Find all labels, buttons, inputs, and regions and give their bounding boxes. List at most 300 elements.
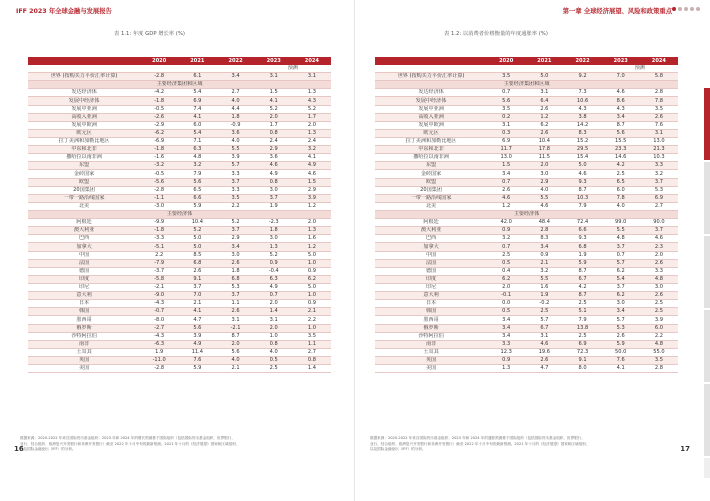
section-label: 主要经济集团和区域: [375, 81, 678, 89]
value-cell: 55.0: [640, 348, 678, 356]
value-cell: 1.9: [140, 348, 178, 356]
table-row: [28, 89, 331, 97]
table-row: [375, 97, 678, 105]
value-cell: 3.0: [216, 251, 254, 259]
inflation-table: [375, 57, 678, 373]
value-cell: 2.6: [525, 356, 563, 364]
gdp-growth-table: [28, 57, 331, 373]
row-label: 澳大利亚: [28, 227, 140, 235]
value-cell: 2.6: [487, 186, 525, 194]
value-cell: 4.3: [563, 105, 601, 113]
source-note: [370, 436, 675, 453]
value-cell: 2.9: [255, 146, 293, 154]
value-cell: 2.5: [563, 332, 601, 340]
value-cell: 3.9: [216, 154, 254, 162]
value-cell: 9.3: [563, 178, 601, 186]
value-cell: 5.5: [525, 275, 563, 283]
table-row: [28, 356, 331, 364]
value-cell: 1.1: [293, 340, 331, 348]
value-cell: 4.6: [293, 170, 331, 178]
row-label: 德国: [28, 267, 140, 275]
table-row: [28, 243, 331, 251]
value-cell: 1.2: [487, 202, 525, 210]
table-row: [28, 227, 331, 235]
value-cell: 4.2: [563, 283, 601, 291]
value-cell: 2.0: [525, 162, 563, 170]
value-cell: 2.9: [525, 178, 563, 186]
value-cell: 2.6: [216, 259, 254, 267]
section-row: [375, 81, 678, 89]
value-cell: 2.2: [140, 251, 178, 259]
table-row: [28, 186, 331, 194]
value-cell: 1.6: [293, 235, 331, 243]
value-cell: 1.3: [293, 129, 331, 137]
value-cell: 10.3: [640, 154, 678, 162]
value-cell: 8.5: [178, 251, 216, 259]
value-cell: 5.2: [178, 227, 216, 235]
value-cell: -0.9: [216, 121, 254, 129]
table-row: [28, 308, 331, 316]
value-cell: 17.8: [525, 146, 563, 154]
value-cell: 2.1: [216, 365, 254, 373]
header-blank: [28, 57, 140, 65]
forecast-blank: [375, 65, 602, 73]
row-label: 一带一路沿线国家: [375, 194, 487, 202]
value-cell: 3.2: [487, 235, 525, 243]
value-cell: 6.9: [640, 194, 678, 202]
value-cell: 4.8: [640, 340, 678, 348]
value-cell: 21.3: [640, 146, 678, 154]
value-cell: 1.8: [255, 227, 293, 235]
table-row: [375, 324, 678, 332]
row-label: 土耳其: [375, 348, 487, 356]
value-cell: 14.6: [602, 154, 640, 162]
row-label: 世界 (按购买力平价汇率计算): [28, 73, 140, 81]
row-label: 欧元区: [28, 129, 140, 137]
row-label: 俄罗斯: [375, 324, 487, 332]
table-row: [28, 251, 331, 259]
row-label: 法国: [375, 259, 487, 267]
value-cell: -0.5: [140, 105, 178, 113]
value-cell: 1.5: [293, 178, 331, 186]
value-cell: 2.5: [563, 300, 601, 308]
table-row: [375, 332, 678, 340]
value-cell: 4.0: [216, 97, 254, 105]
value-cell: 6.8: [178, 259, 216, 267]
value-cell: 7.6: [602, 356, 640, 364]
page-number: 17: [680, 445, 690, 453]
chapter-tab: [704, 162, 710, 236]
value-cell: 90.0: [640, 219, 678, 227]
table-row: [375, 178, 678, 186]
value-cell: 72.3: [563, 348, 601, 356]
value-cell: 5.6: [487, 97, 525, 105]
value-cell: 2.9: [293, 186, 331, 194]
row-label: 金砖国家: [28, 170, 140, 178]
row-label: 中东和北非: [375, 146, 487, 154]
value-cell: 0.5: [255, 356, 293, 364]
value-cell: 15.5: [602, 137, 640, 145]
row-label: 20国集团: [28, 186, 140, 194]
value-cell: 99.0: [602, 219, 640, 227]
value-cell: -1.1: [140, 194, 178, 202]
table-row: [28, 97, 331, 105]
value-cell: -4.2: [140, 89, 178, 97]
row-label: 美国: [28, 365, 140, 373]
dot: [690, 7, 694, 11]
value-cell: 13.0: [640, 137, 678, 145]
row-label: 澳大利亚: [375, 227, 487, 235]
value-cell: 1.3: [293, 89, 331, 97]
value-cell: -3.3: [140, 235, 178, 243]
value-cell: 0.7: [487, 89, 525, 97]
value-cell: 4.1: [178, 113, 216, 121]
value-cell: 1.0: [293, 259, 331, 267]
value-cell: -1.8: [140, 97, 178, 105]
row-label: 沙特阿拉伯: [375, 332, 487, 340]
value-cell: 0.5: [487, 259, 525, 267]
value-cell: 3.0: [640, 283, 678, 291]
row-label: 巴西: [28, 235, 140, 243]
row-label: 意大利: [375, 292, 487, 300]
value-cell: 2.4: [255, 137, 293, 145]
table-title: 表 1.2: 以消费者价格衡量的年度通胀率 (%): [444, 31, 548, 37]
value-cell: -5.1: [140, 243, 178, 251]
section-label: 主要经济集团和区域: [28, 81, 331, 89]
value-cell: 5.0: [178, 235, 216, 243]
running-header: 第一章 全球经济展望、风险和政策重点: [562, 8, 672, 15]
value-cell: -1.8: [140, 146, 178, 154]
value-cell: 1.7: [255, 121, 293, 129]
table-row: [375, 348, 678, 356]
value-cell: 1.1: [216, 300, 254, 308]
value-cell: 4.3: [602, 105, 640, 113]
value-cell: -1.8: [140, 227, 178, 235]
section-row: [375, 210, 678, 218]
value-cell: 10.3: [563, 194, 601, 202]
value-cell: 2.8: [640, 365, 678, 373]
value-cell: 7.6: [640, 121, 678, 129]
row-label: 发展中欧洲: [375, 121, 487, 129]
year-header: 2020: [140, 57, 178, 65]
value-cell: 2.0: [255, 300, 293, 308]
value-cell: 7.3: [563, 89, 601, 97]
value-cell: 1.0: [293, 292, 331, 300]
value-cell: 3.4: [487, 324, 525, 332]
value-cell: -4.3: [140, 300, 178, 308]
row-label: 墨西哥: [28, 316, 140, 324]
value-cell: 6.6: [563, 227, 601, 235]
value-cell: 6.8: [563, 243, 601, 251]
value-cell: 0.9: [487, 356, 525, 364]
value-cell: 2.5: [640, 300, 678, 308]
table-row: [375, 292, 678, 300]
table-row: [375, 283, 678, 291]
value-cell: -0.4: [255, 267, 293, 275]
row-label: 发达经济体: [375, 89, 487, 97]
value-cell: 2.6: [178, 267, 216, 275]
value-cell: 6.5: [602, 178, 640, 186]
value-cell: 8.7: [563, 186, 601, 194]
value-cell: 2.5: [640, 308, 678, 316]
value-cell: 3.7: [602, 243, 640, 251]
value-cell: 4.9: [255, 283, 293, 291]
dot: [678, 7, 682, 11]
value-cell: 6.9: [487, 137, 525, 145]
row-label: 韩国: [375, 308, 487, 316]
value-cell: 3.4: [602, 113, 640, 121]
value-cell: 3.7: [640, 227, 678, 235]
table-row: [28, 332, 331, 340]
value-cell: 3.2: [525, 267, 563, 275]
row-label: 欧盟: [28, 178, 140, 186]
value-cell: 3.3: [216, 186, 254, 194]
row-label: 俄罗斯: [28, 324, 140, 332]
value-cell: 1.4: [255, 308, 293, 316]
row-label: 发展中亚洲: [375, 105, 487, 113]
row-label: 墨西哥: [375, 316, 487, 324]
value-cell: -6.3: [140, 340, 178, 348]
value-cell: 10.4: [525, 137, 563, 145]
table-row: [28, 146, 331, 154]
value-cell: 0.7: [602, 251, 640, 259]
year-header: 2023: [602, 57, 640, 65]
value-cell: 0.5: [487, 308, 525, 316]
value-cell: 2.3: [640, 243, 678, 251]
table-row: [375, 316, 678, 324]
source-note: [20, 436, 325, 453]
value-cell: -2.8: [140, 186, 178, 194]
year-header: 2024: [293, 57, 331, 65]
value-cell: 9.2: [563, 73, 601, 81]
row-label: 发展中经济体: [375, 97, 487, 105]
value-cell: 3.7: [640, 178, 678, 186]
value-cell: 3.1: [525, 89, 563, 97]
table-row: [375, 275, 678, 283]
value-cell: 1.8: [216, 267, 254, 275]
row-label: 拉丁美洲和加勒比地区: [28, 137, 140, 145]
table-row: [375, 121, 678, 129]
value-cell: 19.6: [525, 348, 563, 356]
value-cell: 1.0: [293, 324, 331, 332]
value-cell: -3.0: [140, 202, 178, 210]
section-label: 主要经济体: [28, 210, 331, 218]
section-label: 主要经济体: [375, 210, 678, 218]
section-dots: [672, 7, 700, 11]
value-cell: 3.7: [216, 227, 254, 235]
note-line: 亚行、经合组织、欧洲复兴开发银行和非洲开发银行）截至 2022 年十月中旬的最新预测。2021 年十月的《经济展望》国家和区域组别，: [20, 441, 240, 446]
row-label: 高收入亚洲: [28, 113, 140, 121]
table-row: [375, 129, 678, 137]
row-label: 印度: [375, 275, 487, 283]
value-cell: 2.0: [293, 219, 331, 227]
value-cell: 2.2: [216, 202, 254, 210]
year-header: 2023: [255, 57, 293, 65]
value-cell: -6.9: [140, 137, 178, 145]
row-label: 巴西: [375, 235, 487, 243]
value-cell: 3.6: [255, 154, 293, 162]
value-cell: 5.2: [255, 105, 293, 113]
row-label: 法国: [28, 259, 140, 267]
row-label: 印尼: [28, 283, 140, 291]
value-cell: 6.8: [216, 275, 254, 283]
row-label: 一带一路沿线国家: [28, 194, 140, 202]
value-cell: 0.3: [487, 129, 525, 137]
value-cell: 0.2: [487, 113, 525, 121]
row-label: 印尼: [375, 283, 487, 291]
note-line: 以及国际金融论坛（IFF）的分析。: [370, 447, 426, 452]
value-cell: 4.6: [255, 162, 293, 170]
value-cell: 0.9: [293, 267, 331, 275]
table-row: [28, 121, 331, 129]
value-cell: 3.9: [293, 194, 331, 202]
value-cell: 5.1: [563, 308, 601, 316]
value-cell: 2.6: [640, 113, 678, 121]
table-row: [375, 259, 678, 267]
value-cell: 12.3: [487, 348, 525, 356]
table-row: [28, 292, 331, 300]
row-label: 日本: [375, 300, 487, 308]
value-cell: 3.0: [255, 186, 293, 194]
chapter-tab-strip: [704, 88, 710, 478]
value-cell: 2.6: [216, 308, 254, 316]
value-cell: 0.0: [487, 300, 525, 308]
value-cell: -0.5: [140, 170, 178, 178]
row-label: 东盟: [375, 162, 487, 170]
table-row: [375, 356, 678, 364]
value-cell: 7.1: [178, 137, 216, 145]
value-cell: 1.2: [293, 202, 331, 210]
table-row: [375, 300, 678, 308]
value-cell: 4.6: [525, 340, 563, 348]
value-cell: 2.0: [255, 113, 293, 121]
value-cell: -7.9: [140, 259, 178, 267]
value-cell: 6.7: [525, 324, 563, 332]
table-row: [28, 267, 331, 275]
value-cell: 3.3: [216, 170, 254, 178]
value-cell: 3.4: [216, 243, 254, 251]
value-cell: 5.9: [178, 365, 216, 373]
row-label: 英国: [28, 356, 140, 364]
value-cell: -11.0: [140, 356, 178, 364]
value-cell: 1.2: [525, 113, 563, 121]
year-header: 2024: [640, 57, 678, 65]
value-cell: -5.8: [140, 275, 178, 283]
value-cell: 3.5: [293, 332, 331, 340]
table-row: [375, 340, 678, 348]
value-cell: 4.8: [178, 154, 216, 162]
value-cell: 7.9: [563, 316, 601, 324]
table-row: [28, 137, 331, 145]
value-cell: 1.9: [563, 251, 601, 259]
value-cell: 4.7: [178, 316, 216, 324]
value-cell: 5.3: [216, 283, 254, 291]
value-cell: 7.8: [640, 97, 678, 105]
note-line: 亚行、经合组织、欧洲复兴开发银行和非洲开发银行）截至 2022 年十月中旬的最新预测。2021 年十月的《经济展望》国家和区域组别，: [370, 441, 590, 446]
value-cell: -0.7: [140, 308, 178, 316]
value-cell: 5.6: [602, 129, 640, 137]
table-row: [28, 316, 331, 324]
value-cell: 4.6: [640, 235, 678, 243]
row-label: 印度: [28, 275, 140, 283]
value-cell: 3.4: [216, 73, 254, 81]
value-cell: 3.3: [487, 340, 525, 348]
row-label: 南非: [28, 340, 140, 348]
row-label: 北美: [28, 202, 140, 210]
forecast-label: 预测: [602, 65, 678, 73]
value-cell: 4.6: [487, 194, 525, 202]
value-cell: -3.2: [140, 162, 178, 170]
row-label: 欧元区: [375, 129, 487, 137]
row-label: 发展中欧洲: [28, 121, 140, 129]
value-cell: 4.0: [525, 186, 563, 194]
value-cell: 2.7: [640, 202, 678, 210]
value-cell: 8.7: [602, 121, 640, 129]
forecast-row: [28, 65, 331, 73]
value-cell: -0.2: [525, 300, 563, 308]
value-cell: 3.5: [216, 194, 254, 202]
value-cell: 14.2: [563, 121, 601, 129]
value-cell: -4.3: [140, 332, 178, 340]
value-cell: -0.1: [487, 292, 525, 300]
value-cell: 5.4: [178, 89, 216, 97]
value-cell: -2.1: [140, 283, 178, 291]
table-row: [375, 219, 678, 227]
value-cell: 5.9: [563, 259, 601, 267]
value-cell: 5.2: [216, 219, 254, 227]
row-label: 美国: [375, 365, 487, 373]
value-cell: 3.1: [255, 316, 293, 324]
table-row: [28, 202, 331, 210]
value-cell: 2.1: [178, 300, 216, 308]
value-cell: 6.0: [178, 121, 216, 129]
value-cell: 9.1: [178, 275, 216, 283]
value-cell: 2.6: [640, 292, 678, 300]
value-cell: 6.0: [602, 186, 640, 194]
running-header: IFF 2023 年全球金融与发展报告: [16, 8, 112, 15]
value-cell: 2.0: [640, 251, 678, 259]
value-cell: 5.5: [216, 146, 254, 154]
table-row: [28, 219, 331, 227]
value-cell: 5.8: [640, 73, 678, 81]
value-cell: 2.5: [255, 365, 293, 373]
value-cell: 4.9: [293, 162, 331, 170]
value-cell: 5.4: [602, 275, 640, 283]
value-cell: 5.2: [293, 105, 331, 113]
value-cell: 2.8: [525, 227, 563, 235]
value-cell: -6.2: [140, 129, 178, 137]
value-cell: 2.1: [293, 308, 331, 316]
value-cell: 3.5: [487, 73, 525, 81]
value-cell: 5.0: [525, 73, 563, 81]
value-cell: 2.7: [216, 89, 254, 97]
value-cell: 6.3: [255, 275, 293, 283]
chapter-tab: [704, 236, 710, 310]
value-cell: 6.9: [563, 340, 601, 348]
value-cell: 7.0: [178, 292, 216, 300]
table-row: [28, 340, 331, 348]
value-cell: 5.2: [255, 251, 293, 259]
row-label: 阿根廷: [28, 219, 140, 227]
chapter-tab-active: [704, 88, 710, 162]
value-cell: 8.3: [563, 129, 601, 137]
value-cell: 3.1: [525, 332, 563, 340]
value-cell: 0.8: [255, 340, 293, 348]
value-cell: 1.3: [487, 365, 525, 373]
value-cell: 3.1: [216, 316, 254, 324]
value-cell: 3.2: [640, 170, 678, 178]
value-cell: 6.1: [178, 73, 216, 81]
